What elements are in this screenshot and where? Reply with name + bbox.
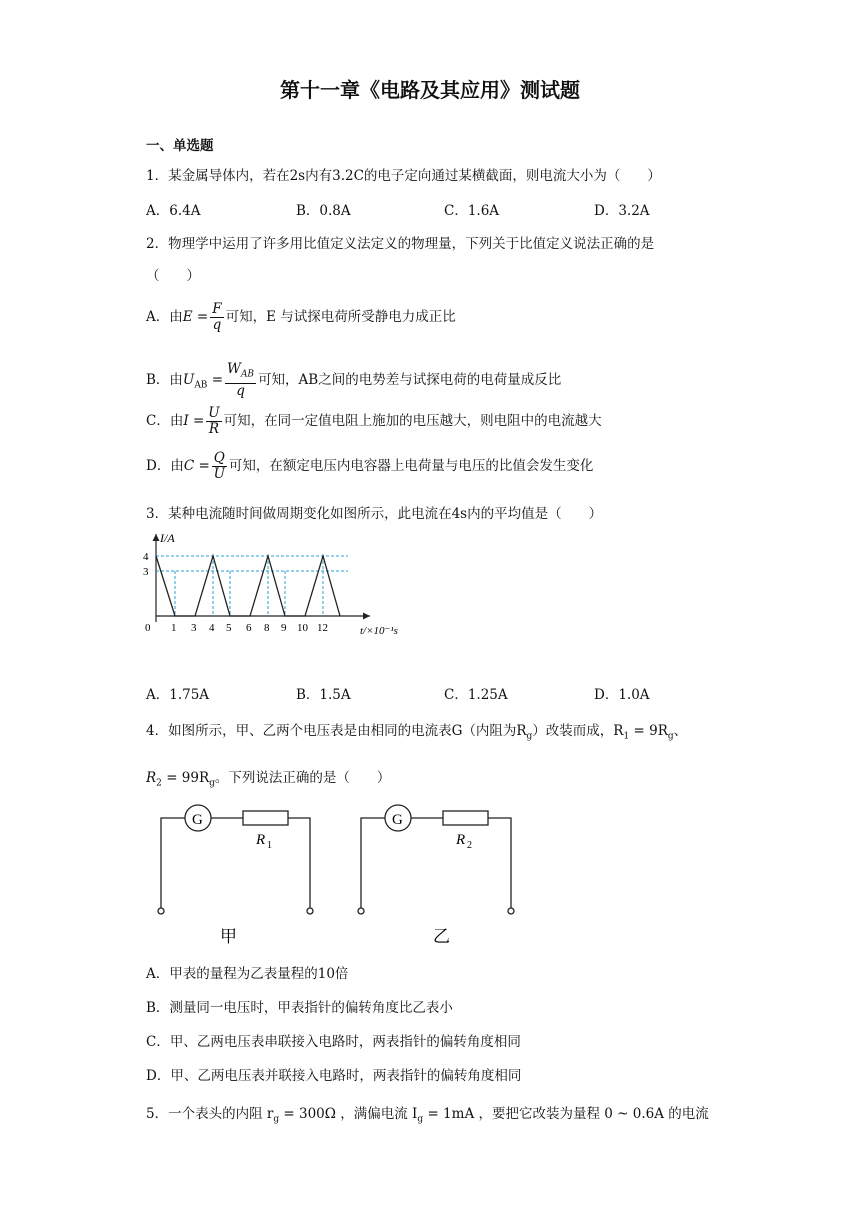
resistor-label-r2: R <box>456 832 466 848</box>
fraction: $\frac{W_{AB}}{q}$ <box>227 361 255 399</box>
question-1-stem: 1．某金属导体内，若在2s内有3.2C的电子定向通过某横截面，则电流大小为（ ） <box>146 168 661 184</box>
q3-option-d: D．1.0A <box>594 687 650 703</box>
q4-option-c: C．甲、乙两电压表串联接入电路时，两表指针的偏转角度相同 <box>146 1034 521 1050</box>
y-axis-label: I/A <box>160 531 175 545</box>
q4-option-b: B．测量同一电压时，甲表指针的偏转角度比乙表小 <box>146 1000 453 1016</box>
caption-jia: 甲 <box>220 927 237 946</box>
guide-lines <box>156 556 348 616</box>
x-tick: 1 <box>171 622 177 634</box>
voltmeter-circuits <box>150 800 530 950</box>
x-tick: 3 <box>191 622 197 634</box>
q2-option-c: C．由I = $\frac{U}{R}$ 可知，在同一定值电阻上施加的电压越大，则电阻中的电流越大 <box>146 405 602 437</box>
q3-option-c: C．1.25A <box>444 687 508 703</box>
q4-option-a: A．甲表的量程为乙表量程的10倍 <box>146 966 349 982</box>
y-tick-4: 4 <box>143 551 149 563</box>
section-heading: 一、单选题 <box>146 138 214 154</box>
resistor-label-r1: R <box>256 832 266 848</box>
q1-option-a: A．6.4A <box>146 203 201 219</box>
x-tick: 8 <box>264 622 270 634</box>
q3-option-b: B．1.5A <box>296 687 351 703</box>
q4-option-d: D．甲、乙两电压表并联接入电路时，两表指针的偏转角度相同 <box>146 1068 522 1084</box>
x-tick: 10 <box>297 622 308 634</box>
x-tick: 5 <box>226 622 232 634</box>
y-tick-3: 3 <box>143 566 149 578</box>
q1-option-c: C．1.6A <box>444 203 500 219</box>
x-tick: 4 <box>209 622 215 634</box>
q1-option-b: B．0.8A <box>296 203 351 219</box>
resistor-subscript: 2 <box>467 840 472 851</box>
q2-option-d: D．由C = $\frac{Q}{U}$ 可知，在额定电压内电容器上电荷量与电压的比值会发生变化 <box>146 450 594 482</box>
current-waveform <box>156 556 340 616</box>
page-title: 第十一章《电路及其应用》测试题 <box>280 78 580 102</box>
fraction: $\frac{F}{q}$ <box>212 301 222 333</box>
caption-yi: 乙 <box>433 927 450 946</box>
resistor-subscript: 1 <box>267 840 272 851</box>
x-tick: 0 <box>145 622 151 634</box>
question-2-stem-cont: （ ） <box>146 268 200 284</box>
question-4-stem: 4．如图所示，甲、乙两个电压表是由相同的电流表G（内阻为$R_g$）改装而成，$R_1 = 9R_g$、 <box>146 723 688 742</box>
q2-option-b: B．由$U_{AB}$ = $\frac{W_{AB}}{q}$ 可知，AB之间的电势差与试探电荷的电荷量成反比 <box>146 361 562 399</box>
x-axis-label: t/×10⁻¹s <box>360 625 398 637</box>
q3-option-a: A．1.75A <box>146 687 210 703</box>
x-tick: 6 <box>246 622 252 634</box>
question-4-stem-cont: $R_2 = 99R_g$。下列说法正确的是（ ） <box>146 770 391 789</box>
question-3-stem: 3．某种电流随时间做周期变化如图所示，此电流在4s内的平均值是（ ） <box>146 506 603 522</box>
x-tick: 9 <box>281 622 287 634</box>
galvanometer-label: G <box>192 812 203 828</box>
x-tick: 12 <box>317 622 328 634</box>
q2-option-a: A．由E = $\frac{F}{q}$ 可知，E 与试探电荷所受静电力成正比 <box>146 301 456 333</box>
current-time-graph <box>140 528 430 640</box>
fraction: $\frac{Q}{U}$ <box>213 450 225 482</box>
question-2-stem: 2．物理学中运用了许多用比值定义法定义的物理量，下列关于比值定义说法正确的是 <box>146 236 655 252</box>
question-5-stem: 5．一个表头的内阻 $r_g = 300\Omega$ ，满偏电流 $I_g = 1mA$ ，要把它改装为量程 0 ~ 0.6A 的电流 <box>146 1106 709 1125</box>
fraction: $\frac{U}{R}$ <box>208 405 220 437</box>
galvanometer-label: G <box>392 812 403 828</box>
q1-option-d: D．3.2A <box>594 203 650 219</box>
